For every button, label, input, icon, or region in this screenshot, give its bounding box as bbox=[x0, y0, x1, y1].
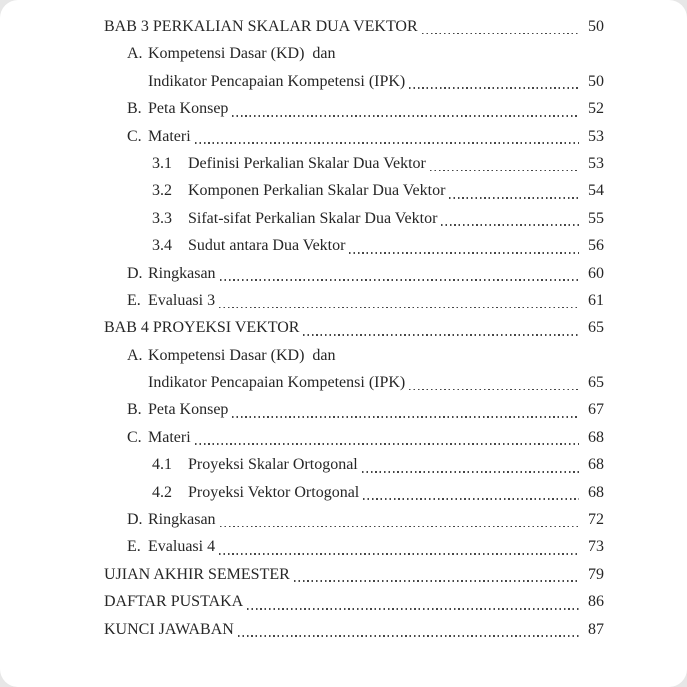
toc-entry bbox=[104, 205, 604, 232]
toc-entry bbox=[104, 150, 604, 177]
toc-entry bbox=[104, 68, 604, 95]
dot-leader bbox=[441, 224, 579, 226]
entry-marker: 4.2 bbox=[152, 483, 172, 501]
entry-label: BAB 4 PROYEKSI VEKTOR bbox=[104, 319, 300, 337]
page-number: 56 bbox=[588, 237, 604, 255]
dot-leader bbox=[303, 334, 579, 336]
toc-entry bbox=[104, 95, 604, 122]
entry-marker: D. bbox=[127, 511, 143, 529]
entry-marker: 3.1 bbox=[152, 154, 172, 172]
entry-marker: A. bbox=[127, 45, 143, 63]
toc-entry bbox=[104, 616, 604, 643]
page-number: 50 bbox=[588, 72, 604, 90]
dot-leader bbox=[219, 553, 579, 555]
entry-label: Evaluasi 3 bbox=[148, 291, 216, 309]
dot-leader bbox=[195, 443, 579, 445]
page-number: 68 bbox=[588, 428, 604, 446]
entry-label: BAB 3 PERKALIAN SKALAR DUA VEKTOR bbox=[104, 18, 418, 35]
dot-leader bbox=[247, 608, 579, 610]
entry-label: Ringkasan bbox=[148, 511, 216, 529]
toc-entry bbox=[104, 424, 604, 451]
entry-label: Komponen Perkalian Skalar Dua Vektor bbox=[188, 182, 446, 200]
entry-label: Kompetensi Dasar (KD) dan bbox=[148, 346, 336, 364]
page-number: 73 bbox=[588, 538, 604, 556]
page-number: 53 bbox=[588, 127, 604, 145]
toc-entry bbox=[104, 123, 604, 150]
dot-leader bbox=[232, 416, 579, 418]
dot-leader bbox=[409, 87, 579, 89]
dot-leader bbox=[362, 471, 579, 473]
entry-label: Proyeksi Skalar Ortogonal bbox=[188, 456, 358, 474]
toc-entry bbox=[104, 260, 604, 287]
toc-entry bbox=[104, 342, 604, 369]
page-number: 65 bbox=[588, 374, 604, 392]
toc-entry bbox=[104, 533, 604, 560]
toc-entry bbox=[104, 451, 604, 478]
entry-label: DAFTAR PUSTAKA bbox=[104, 593, 244, 611]
page-number: 60 bbox=[588, 264, 604, 282]
entry-label: Definisi Perkalian Skalar Dua Vektor bbox=[188, 154, 426, 172]
page-number: 79 bbox=[588, 565, 604, 583]
toc-entry bbox=[104, 13, 604, 40]
entry-label: Peta Konsep bbox=[148, 401, 229, 419]
page-number: 54 bbox=[588, 182, 604, 200]
entry-label: Indikator Pencapaian Kompetensi (IPK) bbox=[148, 374, 406, 392]
entry-label: KUNCI JAWABAN bbox=[104, 620, 234, 638]
entry-label: UJIAN AKHIR SEMESTER bbox=[104, 565, 290, 583]
page-number: 61 bbox=[588, 291, 604, 309]
page-number: 86 bbox=[588, 593, 604, 611]
page-number: 55 bbox=[588, 209, 604, 227]
dot-leader bbox=[409, 389, 579, 391]
entry-label: Sifat-sifat Perkalian Skalar Dua Vektor bbox=[188, 209, 438, 227]
page-number: 68 bbox=[588, 456, 604, 474]
entry-marker: 3.4 bbox=[152, 237, 172, 255]
toc-entry bbox=[104, 177, 604, 204]
entry-marker: 3.2 bbox=[152, 182, 172, 200]
dot-leader bbox=[349, 252, 579, 254]
dot-leader bbox=[220, 279, 579, 281]
entry-marker: E. bbox=[127, 291, 141, 309]
entry-marker: B. bbox=[127, 100, 142, 118]
toc-entry bbox=[104, 314, 604, 341]
entry-marker: E. bbox=[127, 538, 141, 556]
page-number: 52 bbox=[588, 100, 604, 118]
page-number: 53 bbox=[588, 154, 604, 172]
dot-leader bbox=[220, 526, 579, 528]
toc-list bbox=[104, 13, 604, 643]
dot-leader bbox=[232, 115, 579, 117]
dot-leader bbox=[195, 142, 579, 144]
entry-label: Materi bbox=[148, 428, 191, 446]
dot-leader bbox=[238, 635, 579, 637]
page-number: 87 bbox=[588, 620, 604, 638]
entry-label: Evaluasi 4 bbox=[148, 538, 216, 556]
toc-entry bbox=[104, 287, 604, 314]
page-number: 67 bbox=[588, 401, 604, 419]
toc-entry bbox=[104, 232, 604, 259]
toc-entry bbox=[104, 40, 604, 67]
dot-leader bbox=[422, 33, 579, 35]
entry-marker: C. bbox=[127, 127, 142, 145]
page-number: 72 bbox=[588, 511, 604, 529]
entry-label: Proyeksi Vektor Ortogonal bbox=[188, 483, 360, 501]
entry-marker: 3.3 bbox=[152, 209, 172, 227]
entry-marker: B. bbox=[127, 401, 142, 419]
entry-label: Ringkasan bbox=[148, 264, 216, 282]
entry-label: Indikator Pencapaian Kompetensi (IPK) bbox=[148, 72, 406, 90]
toc-entry bbox=[104, 479, 604, 506]
entry-label: Peta Konsep bbox=[148, 100, 229, 118]
page-number: 65 bbox=[588, 319, 604, 337]
entry-marker: D. bbox=[127, 264, 143, 282]
entry-marker: C. bbox=[127, 428, 142, 446]
toc-entry bbox=[104, 561, 604, 588]
entry-marker: 4.1 bbox=[152, 456, 172, 474]
entry-label: Materi bbox=[148, 127, 191, 145]
toc-entry bbox=[104, 506, 604, 533]
page-number: 68 bbox=[588, 483, 604, 501]
dot-leader bbox=[219, 307, 579, 309]
dot-leader bbox=[363, 498, 579, 500]
toc-entry bbox=[104, 588, 604, 615]
dot-leader bbox=[294, 580, 579, 582]
page-number: 50 bbox=[588, 18, 604, 35]
entry-label: Kompetensi Dasar (KD) dan bbox=[148, 45, 336, 63]
dot-leader bbox=[430, 170, 579, 172]
dot-leader bbox=[449, 197, 579, 199]
entry-label: Sudut antara Dua Vektor bbox=[188, 237, 346, 255]
entry-marker: A. bbox=[127, 346, 143, 364]
toc-entry bbox=[104, 396, 604, 423]
toc-entry bbox=[104, 369, 604, 396]
